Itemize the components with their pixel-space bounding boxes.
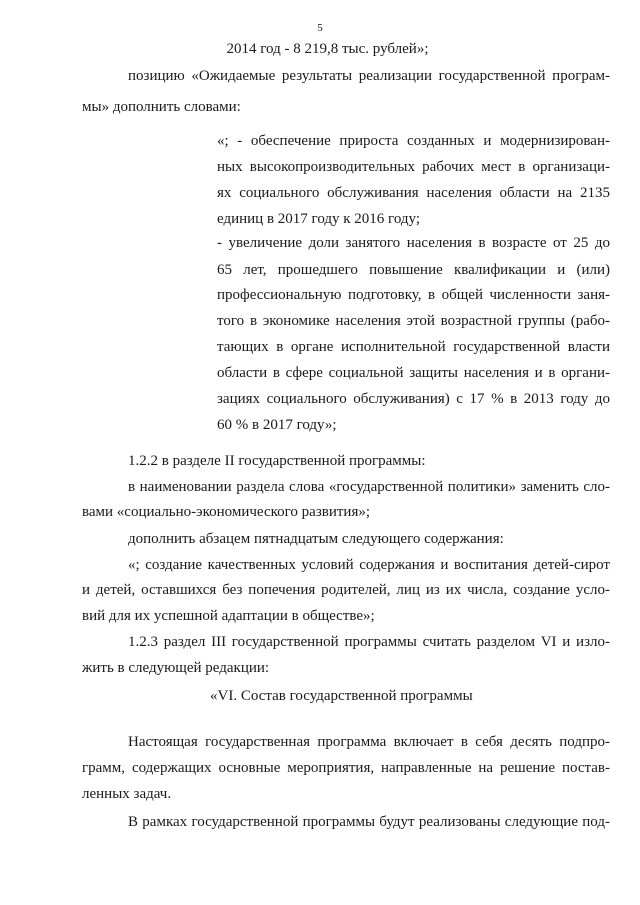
text-line-2: позицию «Ожидаемые результаты реализации государственной програм- [128, 68, 610, 84]
text-line-21: и детей, оставшихся без попечения родителей, лиц из их числа, создание усло- [82, 582, 610, 598]
text-line-20: «; создание качественных условий содержания и воспитания детей-сирот [128, 557, 610, 573]
text-line-23: 1.2.3 раздел III государственной программы считать разделом VI и изло- [128, 634, 610, 650]
text-line-6: ях социального обслуживания населения области на 2135 [217, 185, 610, 201]
text-line-28: ленных задач. [82, 786, 172, 802]
text-line-18: вами «социально-экономического развития»; [82, 504, 371, 520]
text-line-8: - увеличение доли занятого населения в возрасте от 25 до [217, 235, 610, 251]
text-line-16: 1.2.2 в разделе II государственной программы: [128, 453, 426, 469]
text-line-17: в наименовании раздела слова «государственной политики» заменить сло- [128, 479, 610, 495]
text-line-11: того в экономике населения этой возрастной группы (рабо- [217, 313, 610, 329]
text-line-3: мы» дополнить словами: [82, 99, 241, 115]
text-line-10: профессиональную подготовку, в общей численности заня- [217, 287, 610, 303]
text-line-15: 60 % в 2017 году»; [217, 417, 337, 433]
text-line-24: жить в следующей редакции: [82, 660, 270, 676]
text-line-7: единиц в 2017 году к 2016 году; [217, 211, 420, 227]
text-line-12: тающих в органе исполнительной государственной власти [217, 339, 610, 355]
text-line-1: 2014 год - 8 219,8 тыс. рублей»; [226, 41, 429, 57]
page-number: 5 [317, 22, 323, 34]
section-heading: «VI. Состав государственной программы [210, 688, 473, 704]
text-line-19: дополнить абзацем пятнадцатым следующего содержания: [128, 531, 504, 547]
text-line-27: грамм, содержащих основные мероприятия, направленные на решение постав- [82, 760, 610, 776]
text-line-14: зациях социального обслуживания) с 17 % в 2013 году до [217, 391, 610, 407]
text-line-29: В рамках государственной программы будут реализованы следующие под- [128, 814, 610, 830]
text-line-26: Настоящая государственная программа включает в себя десять подпро- [128, 734, 610, 750]
text-line-9: 65 лет, прошедшего повышение квалификации и (или) [217, 262, 610, 278]
text-line-13: области в сфере социальной защиты населения и в органи- [217, 365, 610, 381]
text-line-4: «; - обеспечение прироста созданных и модернизирован- [217, 133, 610, 149]
text-line-5: ных высокопроизводительных рабочих мест в организаци- [217, 159, 610, 175]
text-line-22: вий для их успешной адаптации в обществе»; [82, 608, 375, 624]
